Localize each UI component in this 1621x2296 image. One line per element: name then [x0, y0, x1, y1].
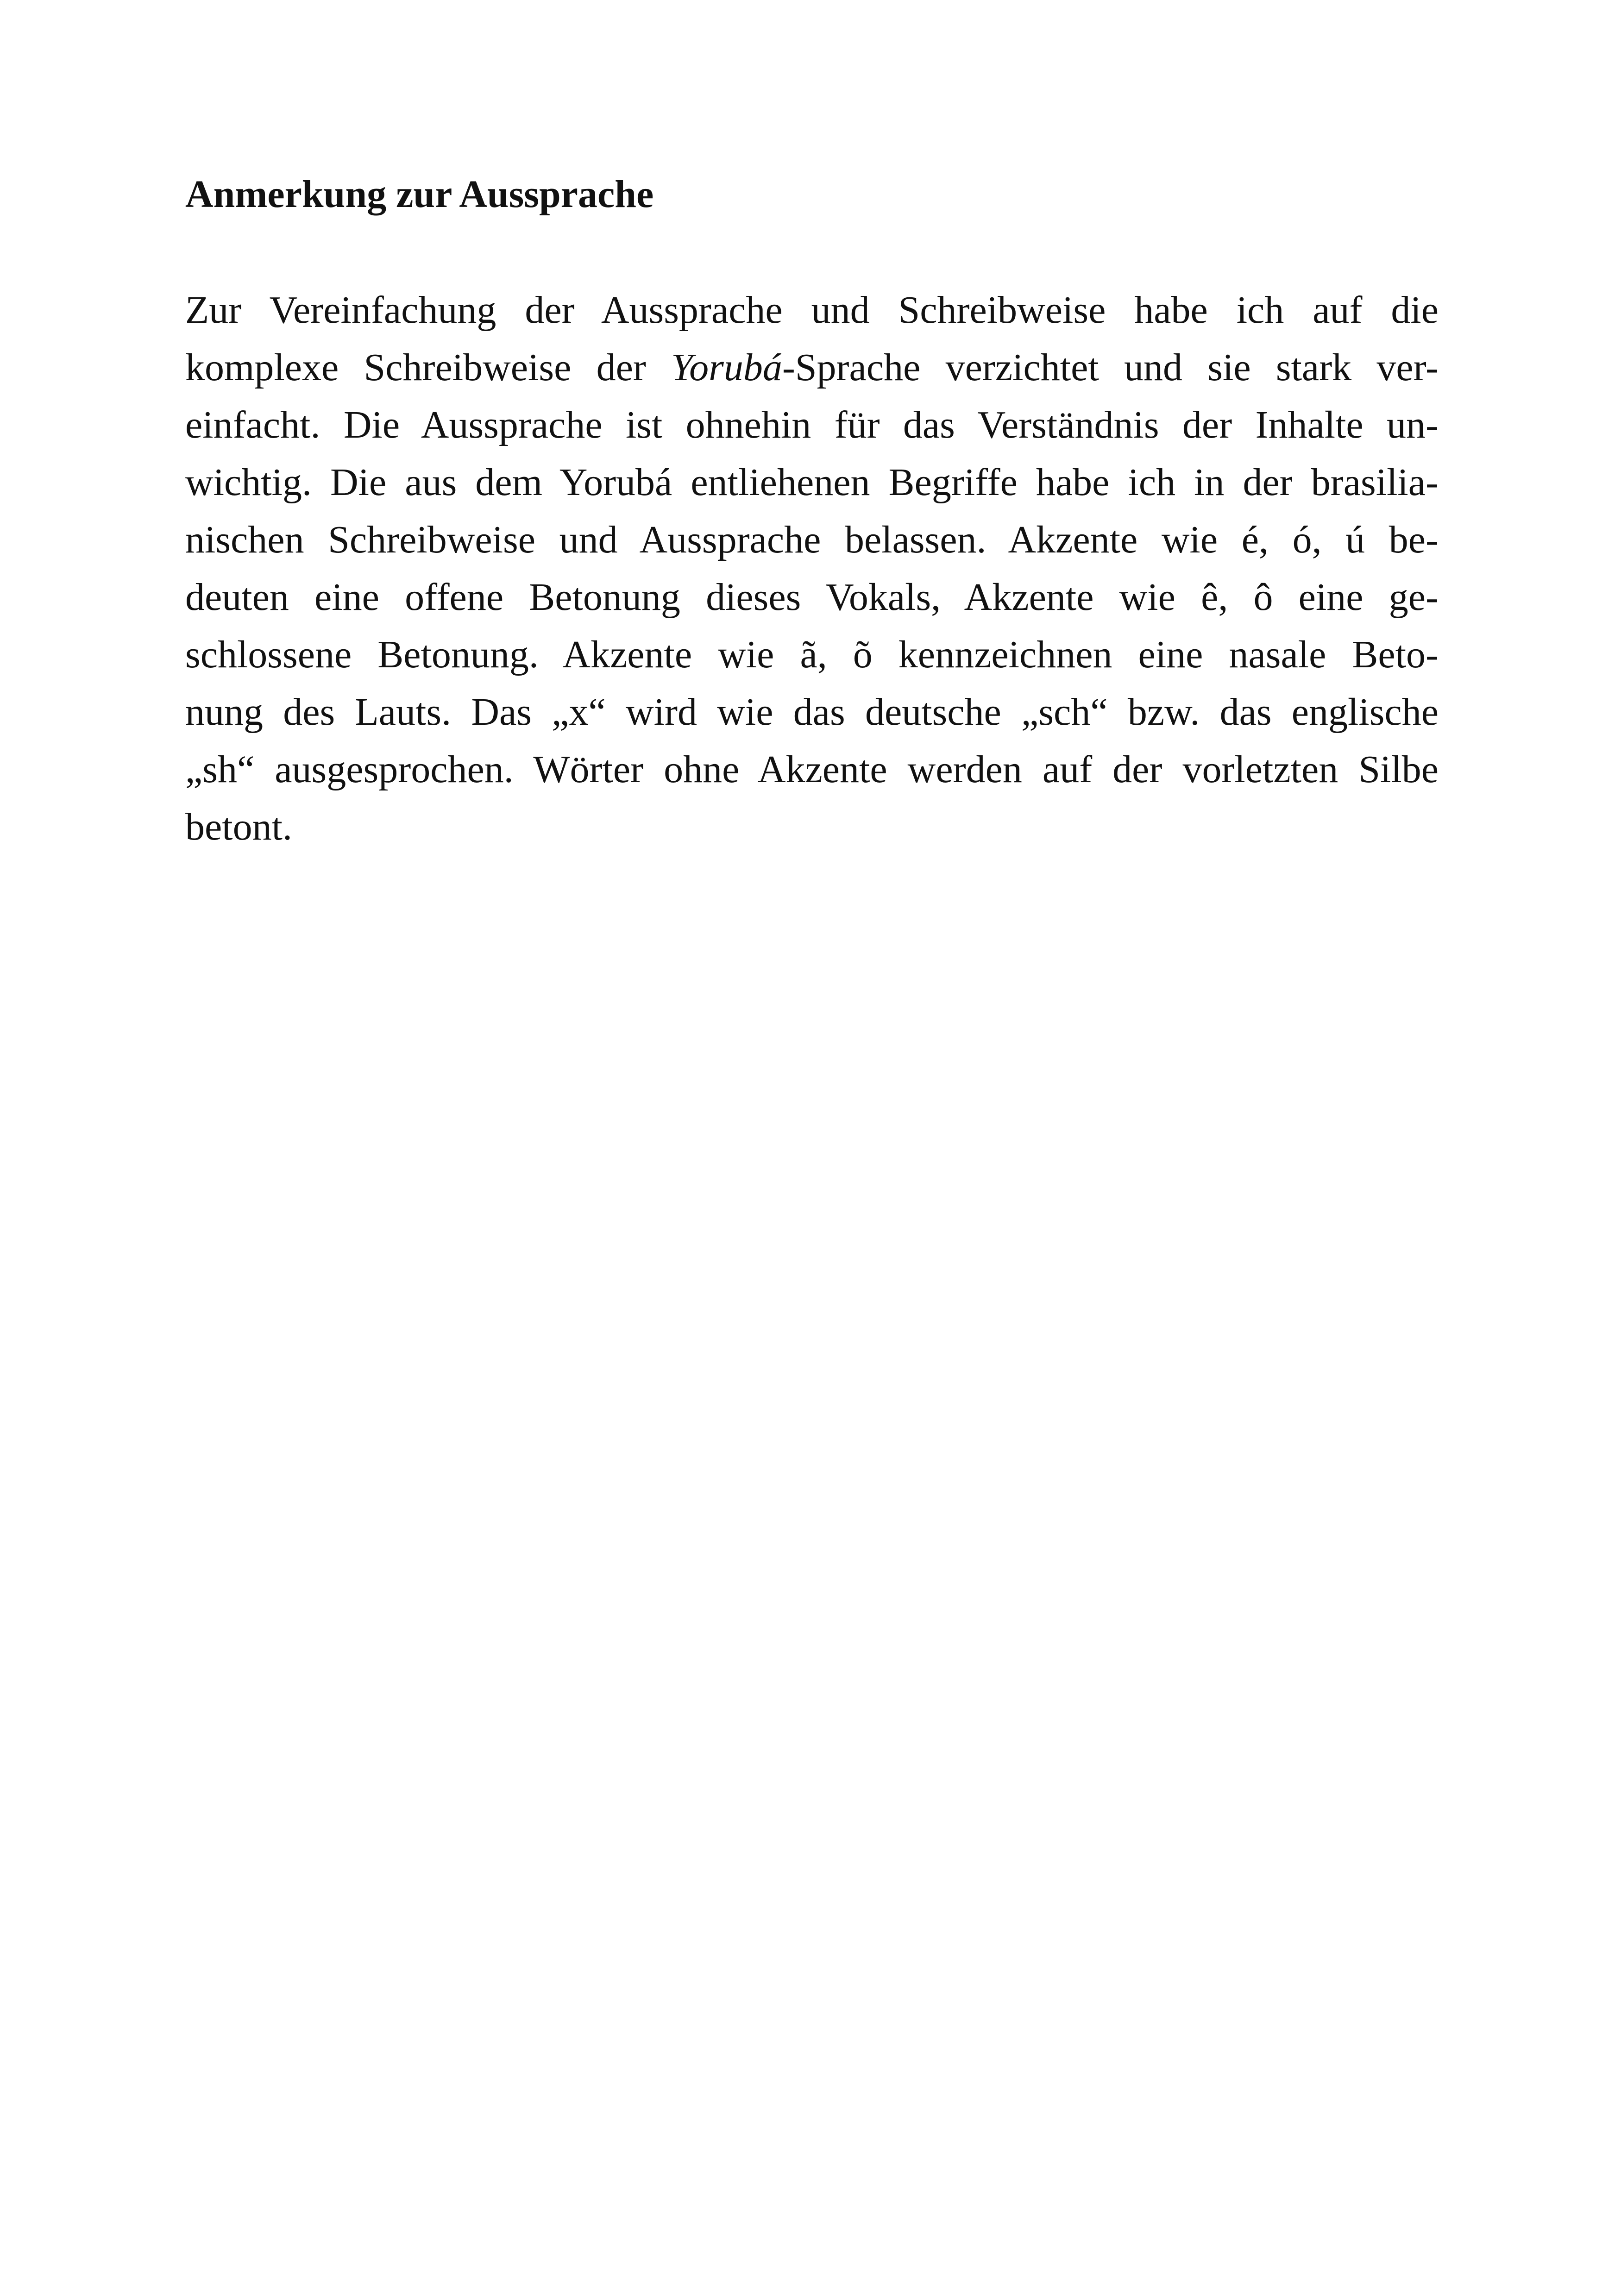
- paragraph-line: nung des Lauts. Das „x“ wird wie das deutsche „sch“ bzw. das englische: [185, 690, 1439, 734]
- paragraph-line: einfacht. Die Aussprache ist ohnehin für das Verständnis der Inhalte un-: [185, 403, 1439, 446]
- line-segment: komplexe Schreibweise der: [185, 346, 672, 389]
- paragraph-line: [185, 339, 1439, 396]
- paragraph-line: nischen Schreibweise und Aussprache belassen. Akzente wie é, ó, ú be-: [185, 518, 1439, 561]
- paragraph-line: betont.: [185, 805, 292, 848]
- paragraph-line: wichtig. Die aus dem Yorubá entliehenen Begriffe habe ich in der brasilia-: [185, 461, 1439, 504]
- paragraph-line: deuten eine offene Betonung dieses Vokals, Akzente wie ê, ô eine ge-: [185, 576, 1439, 619]
- paragraph-line: „sh“ ausgesprochen. Wörter ohne Akzente werden auf der vorletzten Silbe: [185, 748, 1439, 791]
- paragraph-line: schlossene Betonung. Akzente wie ã, õ kennzeichnen eine nasale Beto-: [185, 633, 1439, 676]
- italic-term: Yorubá: [671, 346, 782, 389]
- line-segment: -Sprache verzichtet und sie stark ver-: [782, 346, 1439, 389]
- page-content: [185, 167, 1439, 856]
- body-paragraph: [185, 282, 1439, 856]
- paragraph-line: Zur Vereinfachung der Aussprache und Schreibweise habe ich auf die: [185, 289, 1439, 332]
- section-heading: Anmerkung zur Aussprache: [185, 173, 654, 216]
